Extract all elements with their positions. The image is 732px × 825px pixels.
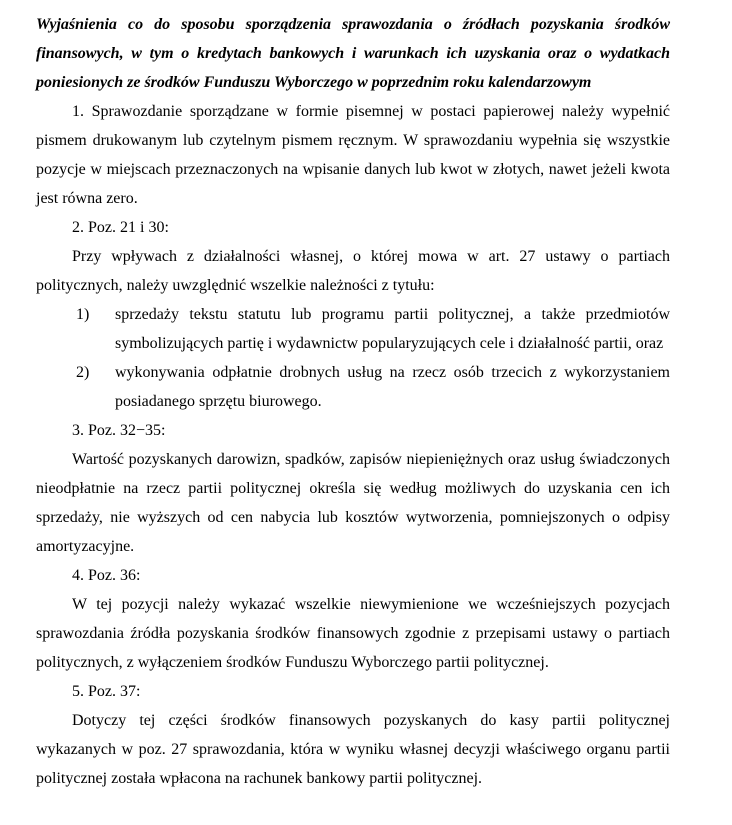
section-5-text: Dotyczy tej części środków finansowych pozyskanych do kasy partii politycznej wykazanych w poz. 27 sprawozdania, która w wyniku własnej decyzji właściwego organu partii politycznej została wpłacona na rachunek bankowy partii politycznej. xyxy=(36,712,670,787)
list-item-number: 1) xyxy=(76,306,90,323)
list-item xyxy=(36,358,670,416)
section-3-text: Wartość pozyskanych darowizn, spadków, zapisów niepieniężnych oraz usług świadczonych nieodpłatnie na rzecz partii politycznej określa się według możliwych do uzyskania cen ich sprzedaży, nie wyższych od cen nabycia lub kosztów wytworzenia, pomniejszonych o odpisy amortyzacyjne. xyxy=(36,451,670,555)
list-item-number: 2) xyxy=(76,364,90,381)
section-2-text: Przy wpływach z działalności własnej, o której mowa w art. 27 ustawy o partiach politycznych, należy uwzględnić wszelkie należności z tytułu: xyxy=(36,248,670,294)
section-5-heading: 5. Poz. 37: xyxy=(72,683,141,700)
section-2-list xyxy=(36,300,670,416)
document-title: Wyjaśnienia co do sposobu sporządzenia sprawozdania o źródłach pozyskania środków finansowych, w tym o kredytach bankowych i warunkach ich uzyskania oraz o wydatkach poniesionych ze środków Funduszu Wyborczego w poprzednim roku kalendarzowym xyxy=(36,16,670,91)
section-4-heading: 4. Poz. 36: xyxy=(72,567,141,584)
section-2-heading: 2. Poz. 21 i 30: xyxy=(72,219,169,236)
section-1-text: 1. Sprawozdanie sporządzane w formie pisemnej w postaci papierowej należy wypełnić pismem drukowanym lub czytelnym pismem ręcznym. W sprawozdaniu wypełnia się wszystkie pozycje w miejscach przeznaczonych na wpisanie danych lub kwot w złotych, nawet jeżeli kwota jest równa zero. xyxy=(36,103,670,207)
list-item-text: sprzedaży tekstu statutu lub programu partii politycznej, a także przedmiotów symbolizujących partię i wydawnictw popularyzujących cele i działalność partii, oraz xyxy=(115,306,670,352)
list-item xyxy=(36,300,670,358)
section-3-heading: 3. Poz. 32−35: xyxy=(72,422,166,439)
section-4-text: W tej pozycji należy wykazać wszelkie niewymienione we wcześniejszych pozycjach sprawozdania źródła pozyskania środków finansowych zgodnie z przepisami ustawy o partiach politycznych, z wyłączeniem środków Funduszu Wyborczego partii politycznej. xyxy=(36,596,670,671)
list-item-text: wykonywania odpłatnie drobnych usług na rzecz osób trzecich z wykorzystaniem posiadanego sprzętu biurowego. xyxy=(115,364,670,410)
document-page xyxy=(36,10,670,793)
